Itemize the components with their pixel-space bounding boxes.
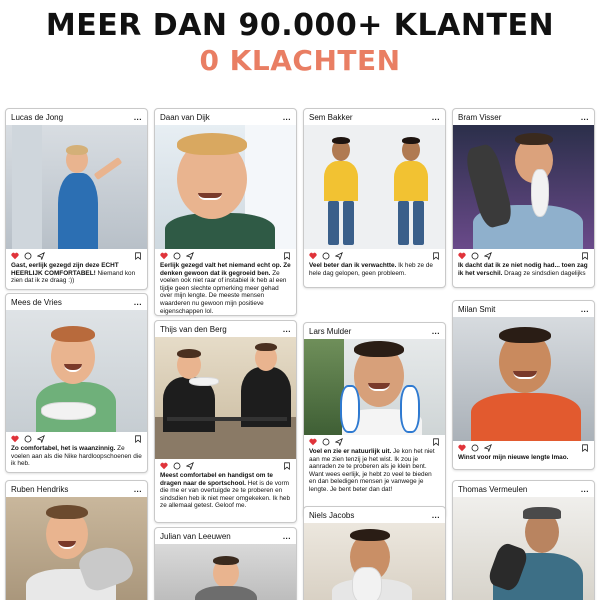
username: Julian van Leeuwen [160, 531, 231, 541]
review-photo [6, 125, 147, 249]
username: Daan van Dijk [160, 112, 210, 122]
card-header [155, 321, 296, 337]
card-header [155, 109, 296, 125]
caption-highlight: Eerlijk gezegd valt het niemand echt op. Ze denken gewoon dat ik gegroeid ben. [160, 262, 291, 277]
username: Lars Mulder [309, 326, 352, 336]
more-icon[interactable]: ... [133, 484, 142, 494]
bookmark-icon[interactable] [581, 444, 589, 452]
review-caption [453, 454, 594, 466]
bookmark-icon[interactable] [134, 252, 142, 260]
post-actions [304, 435, 445, 448]
share-icon[interactable] [484, 252, 492, 260]
review-photo [155, 544, 296, 600]
card-header [453, 301, 594, 317]
share-icon[interactable] [484, 444, 492, 452]
username: Thijs van den Berg [160, 324, 227, 334]
review-caption [304, 448, 445, 498]
caption-text: Het is de vorm die me er van overtuigde ze te proberen en sindsdien heb ik niet meer omgekeken. Ik heb ze allemaal getest. Geloof me. [160, 479, 291, 510]
username: Lucas de Jong [11, 112, 64, 122]
more-icon[interactable]: ... [133, 297, 142, 307]
username: Mees de Vries [11, 297, 62, 307]
caption-highlight: Zo comfortabel, het is waanzinnig. [11, 445, 116, 452]
comment-icon[interactable] [322, 252, 330, 260]
post-actions [155, 249, 296, 262]
review-photo [6, 497, 147, 600]
review-card-mees[interactable] [5, 293, 148, 473]
review-photo [155, 125, 296, 249]
heart-icon[interactable] [458, 444, 466, 452]
bookmark-icon[interactable] [581, 252, 589, 260]
review-photo [453, 317, 594, 441]
share-icon[interactable] [186, 462, 194, 470]
review-caption [6, 262, 147, 289]
review-caption [155, 262, 296, 316]
review-card-julian[interactable] [154, 527, 297, 600]
subheadline: 0 KLACHTEN [199, 44, 401, 77]
review-card-bram[interactable] [452, 108, 595, 288]
card-header [6, 481, 147, 497]
bookmark-icon[interactable] [283, 252, 291, 260]
review-photo [453, 125, 594, 249]
more-icon[interactable]: ... [431, 326, 440, 336]
heart-icon[interactable] [309, 438, 317, 446]
review-card-sem[interactable] [303, 108, 446, 288]
caption-highlight: Meest comfortabel en handigst om te dragen naar de sportschool. [160, 472, 273, 487]
bookmark-icon[interactable] [432, 252, 440, 260]
share-icon[interactable] [335, 438, 343, 446]
username: Milan Smit [458, 304, 496, 314]
post-actions [6, 249, 147, 262]
heart-icon[interactable] [160, 462, 168, 470]
post-actions [453, 441, 594, 454]
heart-icon[interactable] [309, 252, 317, 260]
review-card-daan[interactable] [154, 108, 297, 316]
share-icon[interactable] [186, 252, 194, 260]
caption-highlight: Voel en zie er natuurlijk uit. [309, 448, 392, 455]
caption-text: Ik heb ze de hele dag gelopen, geen probleem. [309, 262, 433, 277]
heart-icon[interactable] [160, 252, 168, 260]
more-icon[interactable]: ... [580, 484, 589, 494]
caption-text: Niemand kon zien dat ik ze draag :)) [11, 269, 136, 285]
more-icon[interactable]: ... [580, 304, 589, 314]
review-card-ruben[interactable] [5, 480, 148, 600]
more-icon[interactable]: ... [431, 510, 440, 520]
more-icon[interactable]: ... [282, 112, 291, 122]
post-actions [6, 432, 147, 445]
card-header [6, 109, 147, 125]
heart-icon[interactable] [11, 252, 19, 260]
review-caption [6, 445, 147, 472]
caption-text: Ze voelen aan als die Nike hardloopschoenen die ik heb. [11, 445, 142, 468]
review-caption [453, 262, 594, 281]
comment-icon[interactable] [322, 438, 330, 446]
more-icon[interactable]: ... [580, 112, 589, 122]
review-photo [304, 125, 445, 249]
review-photo [304, 523, 445, 600]
more-icon[interactable]: ... [282, 324, 291, 334]
review-card-lucas[interactable] [5, 108, 148, 290]
username: Bram Visser [458, 112, 502, 122]
more-icon[interactable]: ... [133, 112, 142, 122]
username: Ruben Hendriks [11, 484, 69, 494]
review-card-niels[interactable] [303, 506, 446, 600]
review-caption [155, 472, 296, 514]
card-header [453, 481, 594, 497]
caption-highlight: Winst voor mijn nieuwe lengte lmao. [458, 454, 569, 461]
post-actions [453, 249, 594, 262]
more-icon[interactable]: ... [431, 112, 440, 122]
review-card-milan[interactable] [452, 300, 595, 470]
post-actions [304, 249, 445, 262]
share-icon[interactable] [335, 252, 343, 260]
review-card-thijs[interactable] [154, 320, 297, 523]
share-icon[interactable] [37, 252, 45, 260]
card-header [304, 507, 445, 523]
share-icon[interactable] [37, 435, 45, 443]
comment-icon[interactable] [471, 444, 479, 452]
caption-highlight: Ik dacht dat ik ze niet nodig had... toen zag ik het verschil. [458, 262, 588, 277]
bookmark-icon[interactable] [432, 438, 440, 446]
comment-icon[interactable] [471, 252, 479, 260]
review-card-thomas[interactable] [452, 480, 595, 600]
more-icon[interactable]: ... [282, 531, 291, 541]
caption-text: Ze voelen ook niet raar of instabiel ik heb al een tijdje geen slechte opmerking meer gehad over mijn lengte. De meeste mensen waarderen nu gewoon mijn positieve eigenschappen lol. [160, 269, 287, 315]
card-header [304, 323, 445, 339]
card-header [453, 109, 594, 125]
username: Niels Jacobs [309, 510, 355, 520]
caption-text: Je kon het niet aan me zien tenzij je het wist. Ik zou je aanraden ze te proberen als je klein bent. Want wees eerlijk, je hebt zo veel te bieden en dan beledigen mensen je vanwege je lengte. Je bent beter dan dat! [309, 448, 435, 493]
review-card-lars[interactable] [303, 322, 446, 518]
review-photo [155, 337, 296, 459]
comment-icon[interactable] [24, 435, 32, 443]
comment-icon[interactable] [173, 462, 181, 470]
bookmark-icon[interactable] [134, 435, 142, 443]
bookmark-icon[interactable] [283, 462, 291, 470]
caption-highlight: Gast, eerlijk gezegd zijn deze ECHT HEERLIJK COMFORTABEL! [11, 262, 119, 277]
username: Sem Bakker [309, 112, 353, 122]
comment-icon[interactable] [173, 252, 181, 260]
card-header [304, 109, 445, 125]
review-photo [6, 310, 147, 432]
caption-highlight: Veel beter dan ik verwachtte. [309, 262, 397, 269]
card-header [155, 528, 296, 544]
review-photo [304, 339, 445, 435]
review-caption [304, 262, 445, 281]
heart-icon[interactable] [11, 435, 19, 443]
heart-icon[interactable] [458, 252, 466, 260]
review-photo [453, 497, 594, 600]
caption-text: Draag ze sindsdien dagelijks [502, 269, 586, 277]
card-header [6, 294, 147, 310]
comment-icon[interactable] [24, 252, 32, 260]
username: Thomas Vermeulen [458, 484, 528, 494]
post-actions [155, 459, 296, 472]
headline: MEER DAN 90.000+ KLANTEN [45, 8, 555, 43]
